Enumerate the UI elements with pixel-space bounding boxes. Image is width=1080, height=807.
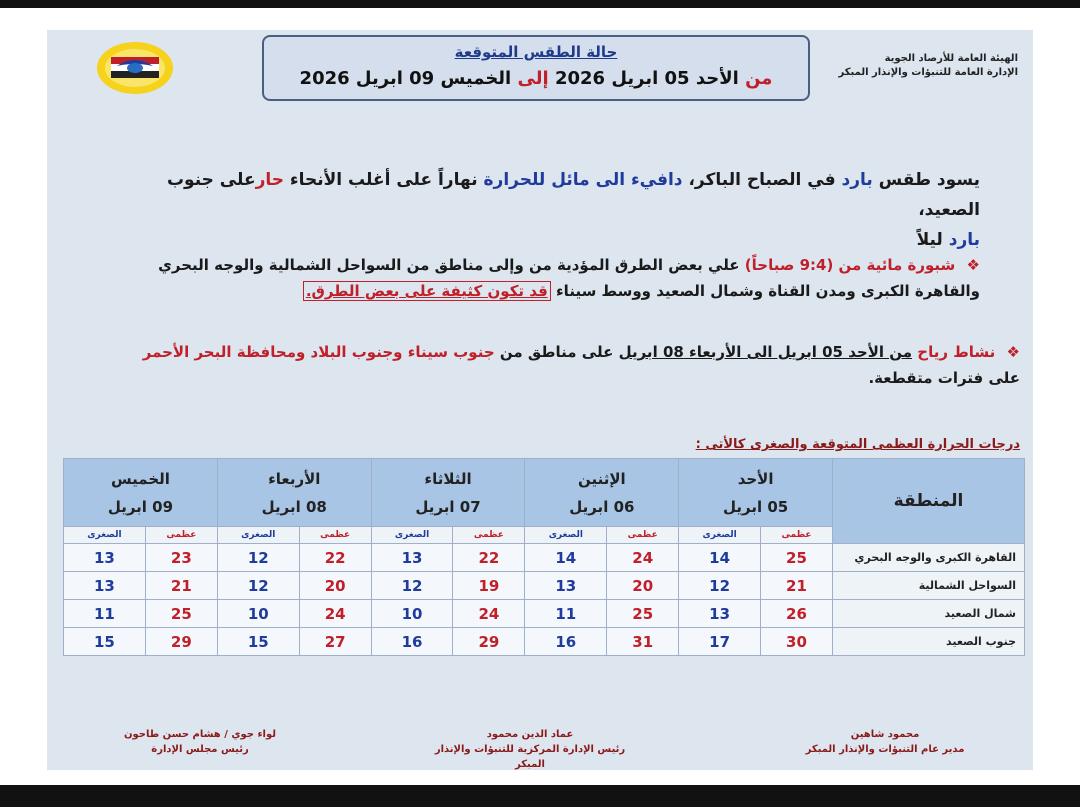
fog-label: شبورة مائية من (9:4 صباحاً)	[744, 256, 956, 274]
signature-name: لواء جوي / هشام حسن طاحون	[123, 729, 277, 740]
min-temp: 13	[525, 572, 607, 600]
wind-label: نشاط رياح	[917, 343, 996, 361]
fog-text-1: علي بعض الطرق المؤدية من وإلى مناطق من السواحل الشمالية والوجه البحري والقاهرة الكبرى ومدن القناة وشمال الصعيد ووسط سيناء	[158, 256, 980, 300]
max-temp: 22	[453, 544, 525, 572]
wind-text-1: على مناطق من	[499, 343, 614, 361]
table-row	[64, 600, 1025, 628]
day-header: الثلاثاء 07 ابريل	[371, 459, 525, 527]
day-header: الأربعاء 08 ابريل	[217, 459, 371, 527]
title-box	[262, 35, 810, 101]
signature-block	[800, 727, 970, 757]
min-label: الصغرى	[217, 527, 299, 544]
signature-role: رئيس الإدارة المركزية للتنبؤات والإنذار المبكر	[434, 744, 626, 770]
region-name: القاهرة الكبرى والوجه البحري	[833, 544, 1025, 572]
table-heading: درجات الحرارة العظمى المتوقعة والصغرى كالأتى :	[695, 437, 1020, 452]
bottom-frame-bar	[0, 785, 1080, 807]
day-header: الإثنين 06 ابريل	[525, 459, 679, 527]
min-label: الصغرى	[679, 527, 761, 544]
table-header-row	[64, 459, 1025, 527]
max-temp: 24	[607, 544, 679, 572]
table-row	[64, 628, 1025, 656]
summary-t4: على جنوب الصعيد،	[166, 170, 980, 220]
min-temp: 16	[371, 628, 453, 656]
to-date: الخميس 09 ابريل 2026	[299, 68, 512, 89]
org-line-1: الهيئة العامة للأرصاد الجوية	[884, 53, 1018, 64]
wind-bullet	[70, 339, 1020, 391]
min-temp: 12	[371, 572, 453, 600]
min-temp: 13	[371, 544, 453, 572]
top-frame-bar	[0, 0, 1080, 8]
signature-name: محمود شاهين	[850, 729, 920, 740]
max-temp: 23	[145, 544, 217, 572]
max-temp: 25	[145, 600, 217, 628]
min-label: الصغرى	[525, 527, 607, 544]
diamond-bullet-icon: ❖	[1006, 343, 1020, 361]
summary-t2: في الصباح الباكر،	[688, 170, 836, 190]
summary-w3: حار	[255, 170, 284, 190]
min-temp: 11	[525, 600, 607, 628]
region-header: المنطقة	[833, 459, 1025, 544]
max-temp: 24	[299, 600, 371, 628]
min-temp: 10	[371, 600, 453, 628]
max-label: عظمى	[145, 527, 217, 544]
summary-w1: بارد	[841, 170, 873, 190]
min-temp: 11	[64, 600, 146, 628]
from-date: الأحد 05 ابريل 2026	[554, 68, 739, 89]
max-temp: 29	[145, 628, 217, 656]
region-name: شمال الصعيد	[833, 600, 1025, 628]
max-temp: 21	[760, 572, 832, 600]
day-header: الخميس 09 ابريل	[64, 459, 218, 527]
min-temp: 14	[679, 544, 761, 572]
max-label: عظمى	[299, 527, 371, 544]
summary-t1: يسود طقس	[878, 170, 980, 190]
from-word: من	[745, 68, 773, 89]
min-temp: 13	[64, 544, 146, 572]
summary-t5: ليلاً	[916, 230, 943, 250]
wind-text-2: على فترات متقطعة.	[868, 369, 1020, 387]
max-temp: 29	[453, 628, 525, 656]
max-temp: 31	[607, 628, 679, 656]
max-temp: 24	[453, 600, 525, 628]
max-temp: 19	[453, 572, 525, 600]
min-temp: 15	[217, 628, 299, 656]
max-label: عظمى	[453, 527, 525, 544]
summary-t3: نهاراً على أغلب الأنحاء	[289, 170, 478, 190]
day-header: الأحد 05 ابريل	[679, 459, 833, 527]
max-temp: 21	[145, 572, 217, 600]
min-label: الصغرى	[64, 527, 146, 544]
max-temp: 30	[760, 628, 832, 656]
document-sheet	[47, 30, 1033, 770]
to-word: إلى	[517, 68, 549, 89]
org-line-2: الإدارة العامة للتنبؤات والإنذار المبكر	[838, 67, 1018, 78]
region-name: جنوب الصعيد	[833, 628, 1025, 656]
min-temp: 14	[525, 544, 607, 572]
wind-dates: من الأحد 05 ابريل الى الأربعاء 08 ابريل	[618, 343, 913, 361]
ema-logo-icon	[95, 40, 175, 96]
min-temp: 12	[679, 572, 761, 600]
summary-w2: دافيء الى مائل للحرارة	[483, 170, 683, 190]
signature-role: مدير عام التنبؤات والإنذار المبكر	[805, 744, 965, 755]
fog-text-2: قد تكون كثيفة على بعض الطرق.	[303, 281, 551, 301]
fog-bullet	[120, 252, 980, 304]
region-name: السواحل الشمالية	[833, 572, 1025, 600]
max-temp: 27	[299, 628, 371, 656]
min-temp: 17	[679, 628, 761, 656]
min-temp: 13	[64, 572, 146, 600]
min-temp: 13	[679, 600, 761, 628]
table-row	[64, 544, 1025, 572]
temperature-table	[63, 458, 1025, 656]
min-label: الصغرى	[371, 527, 453, 544]
min-temp: 15	[64, 628, 146, 656]
table-row	[64, 572, 1025, 600]
page-title: حالة الطقس المتوقعة	[454, 43, 618, 61]
max-label: عظمى	[760, 527, 832, 544]
signature-name: عماد الدين محمود	[486, 729, 574, 740]
max-temp: 25	[760, 544, 832, 572]
signature-block	[420, 727, 640, 772]
min-temp: 12	[217, 544, 299, 572]
summary-paragraph	[120, 165, 980, 255]
wind-regions: جنوب سيناء وجنوب البلاد ومحافظة البحر الأحمر	[142, 343, 495, 361]
diamond-bullet-icon: ❖	[966, 256, 980, 274]
signature-block	[100, 727, 300, 757]
max-label: عظمى	[607, 527, 679, 544]
max-temp: 22	[299, 544, 371, 572]
max-temp: 26	[760, 600, 832, 628]
org-name	[798, 52, 1018, 80]
summary-w4: بارد	[948, 230, 980, 250]
signature-role: رئيس مجلس الإدارة	[151, 744, 249, 755]
max-temp: 20	[607, 572, 679, 600]
min-temp: 16	[525, 628, 607, 656]
max-temp: 20	[299, 572, 371, 600]
date-range	[264, 68, 808, 89]
max-temp: 25	[607, 600, 679, 628]
min-temp: 10	[217, 600, 299, 628]
min-temp: 12	[217, 572, 299, 600]
